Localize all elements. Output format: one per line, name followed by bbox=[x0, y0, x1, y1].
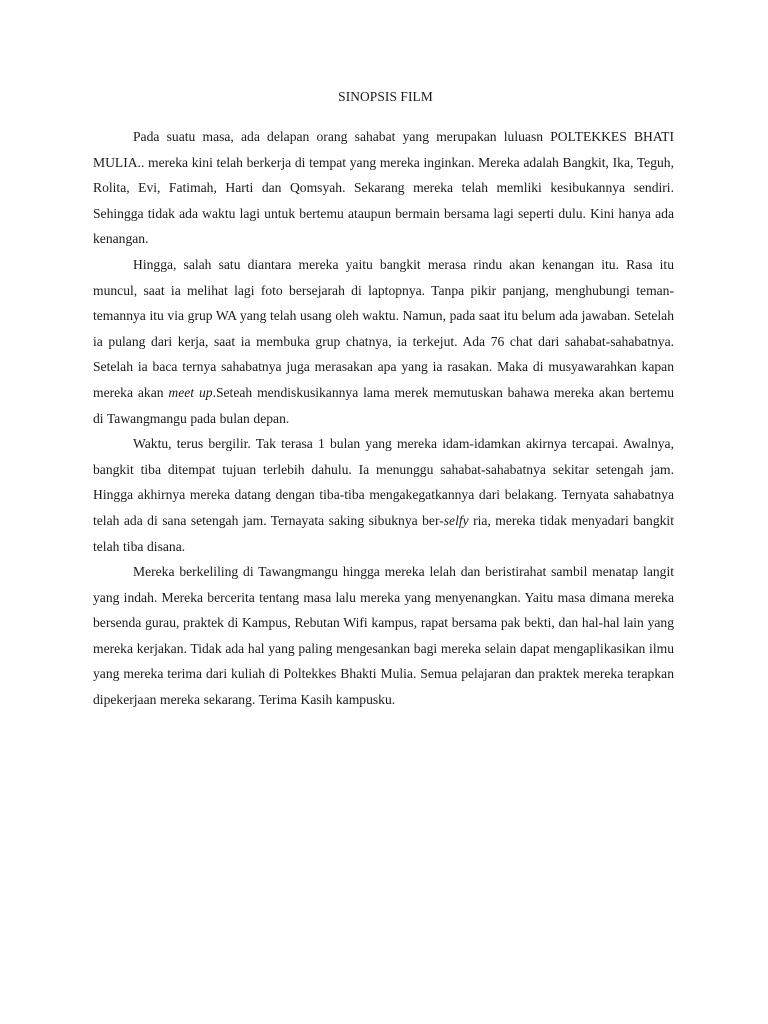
paragraph-1: Pada suatu masa, ada delapan orang sahabat yang merupakan luluasn POLTEKKES BHATI MULIA.. mereka kini telah berkerja di tempat yang mereka inginkan. Mereka adalah Bangkit, Ika, Teguh, Rolita, Evi, Fatimah, Harti dan Qomsyah. Sekarang mereka telah memliki kesibukannya sendiri. Sehingga tidak ada waktu lagi untuk bertemu ataupun bermain bersama lagi seperti dulu. Kini hanya ada kenangan. bbox=[93, 129, 674, 247]
paragraph-2-text-a: Hingga, salah satu diantara mereka yaitu bangkit merasa rindu akan kenangan itu. Rasa itu muncul, saat ia melihat lagi foto bersejarah di laptopnya. Tanpa pikir panjang, menghubungi teman-temannya itu via grup WA yang telah usang oleh waktu. Namun, pada saat itu belum ada jawaban. Setelah ia pulang dari kerja, saat ia membuka grup chatnya, ia terkejut. Ada 76 chat dari sahabat-sahabatnya. Setelah ia baca ternya sahabatnya juga merasakan apa yang ia rasakan. Maka di musyawarahkan kapan mereka akan bbox=[93, 256, 674, 400]
paragraph-2-italic: meet up bbox=[168, 384, 213, 400]
document-title: SINOPSIS FILM bbox=[338, 89, 433, 104]
document-body bbox=[93, 84, 674, 713]
paragraph-3 bbox=[93, 431, 674, 559]
paragraph-2 bbox=[93, 252, 674, 431]
paragraph-3-italic: selfy bbox=[443, 512, 469, 528]
paragraph-4: Mereka berkeliling di Tawangmangu hingga mereka lelah dan beristirahat sambil menatap langit yang indah. Mereka bercerita tentang masa lalu mereka yang menyenangkan. Yaitu masa dimana mereka bersenda gurau, praktek di Kampus, Rebutan Wifi kampus, rapat bersama pak bekti, dan hal-hal lain yang mereka kerjakan. Tidak ada hal yang paling mengesankan bagi mereka selain dapat mengaplikasikan ilmu yang mereka terima dari kuliah di Poltekkes Bhakti Mulia. Semua pelajaran dan praktek mereka terapkan dipekerjaan mereka sekarang. Terima Kasih kampusku. bbox=[93, 564, 674, 708]
paragraph-3-text-a: Waktu, terus bergilir. Tak terasa 1 bulan yang mereka idam-idamkan akirnya tercapai. Awalnya, bangkit tiba ditempat tujuan terlebih dahulu. Ia menunggu sahabat-sahabatnya sekitar setengah jam. Hingga akhirnya mereka datang dengan tiba-tiba mengakegatkannya dari belakang. Ternyata sahabatnya telah ada di sana setengah jam. Ternayata saking sibuknya ber- bbox=[93, 436, 674, 528]
paragraph-2-text-b: .Seteah mendiskusikannya lama merek memutuskan bahawa mereka akan bertemu di Tawangmangu pada bulan depan. bbox=[93, 384, 674, 426]
paragraph-3-text-b: ria, mereka tidak menyadari bangkit telah tiba disana. bbox=[93, 512, 674, 554]
